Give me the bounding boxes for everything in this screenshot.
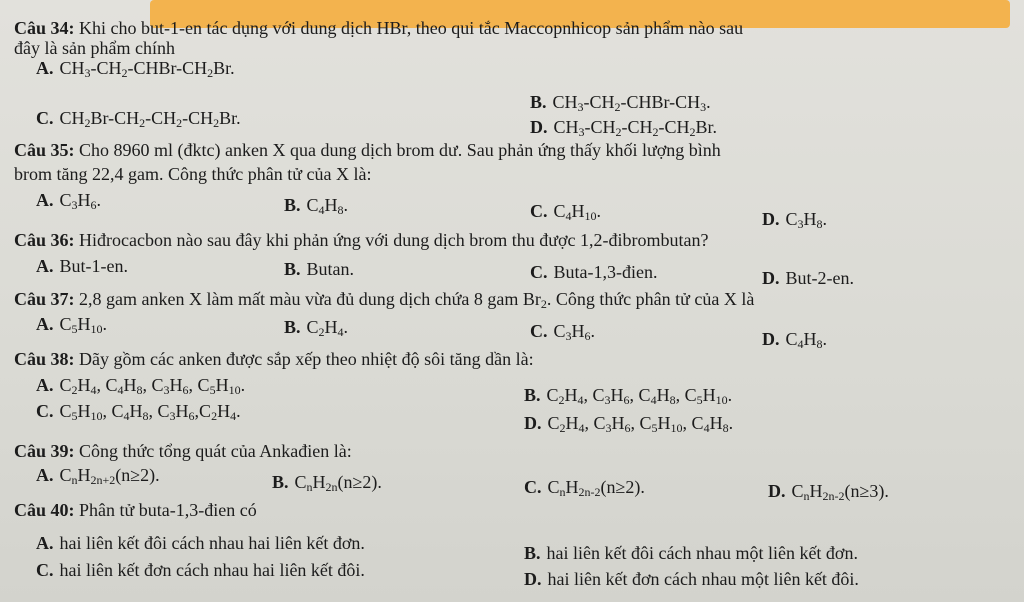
option-34-c [36,108,241,128]
option-text: $C_4H_8$. [306,195,349,217]
option-label: C. [524,477,542,497]
option-text: $CH_3-CH_2-CHBr-CH_3$. [552,92,711,114]
option-40-c [36,560,365,580]
question-text: đây là sản phẩm chính [14,38,175,58]
question-37-line-1 [14,289,754,309]
option-text: But-2-en. [785,268,854,288]
option-36-b [284,259,354,279]
option-text: hai liên kết đôi cách nhau hai liên kết đơn. [59,533,365,553]
option-text: $C_nH_{2n+2}(n\ge 2)$. [59,465,160,487]
option-37-c [530,321,595,341]
option-text: $C_2H_4$, $C_3H_6$, $C_5H_{10}$, $C_4H_8$. [547,413,734,435]
option-label: D. [524,569,542,589]
option-label: B. [524,543,541,563]
question-40-line-1 [14,500,257,520]
question-text: Công thức tổng quát của Ankađien là: [79,441,352,461]
option-label: B. [284,317,301,337]
option-text: Buta-1,3-đien. [553,262,658,282]
option-text: $C_2H_4$. [306,317,349,339]
option-35-b [284,195,348,215]
option-label: C. [530,262,548,282]
question-number: Câu 34: [14,18,75,38]
question-35-line-1 [14,140,721,160]
option-label: B. [284,259,301,279]
option-text: hai liên kết đôi cách nhau một liên kết đơn. [546,543,858,563]
option-text: $C_3H_8$. [785,209,828,231]
option-label: D. [762,329,780,349]
question-39-line-1 [14,441,352,461]
option-40-b [524,543,858,563]
option-text: $C_4H_{10}$. [553,201,602,223]
option-label: D. [762,209,780,229]
option-label: A. [36,314,54,334]
question-36-line-1 [14,230,708,250]
option-text: But-1-en. [59,256,128,276]
option-label: B. [284,195,301,215]
question-number: Câu 39: [14,441,75,461]
option-text: Butan. [306,259,355,279]
option-36-a [36,256,128,276]
option-label: A. [36,465,54,485]
question-text: Khi cho but-1-en tác dụng với dung dịch HBr, theo qui tắc Maccopnhicop sản phẩm nào sau [79,18,744,38]
option-34-a [36,58,235,78]
option-label: B. [530,92,547,112]
option-text: $C_4H_8$. [785,329,828,351]
option-39-d [768,481,889,501]
question-text: 2,8 gam anken X làm mất màu vừa đủ dung dịch chứa 8 gam $Br_2$. Công thức phân tử của X là [79,289,755,311]
option-34-b [530,92,711,112]
option-text: $CH_3-CH_2-CHBr-CH_2Br$. [59,58,235,80]
option-label: C. [36,108,54,128]
option-38-a [36,375,245,395]
option-text: $CH_2Br-CH_2-CH_2-CH_2Br$. [59,108,241,130]
option-text: $C_5H_{10}$, $C_4H_8$, $C_3H_6,C_2H_4$. [59,401,241,423]
option-text: $C_3H_6$. [553,321,596,343]
question-text: brom tăng 22,4 gam. Công thức phân tử của X là: [14,164,372,184]
question-35-line-2 [14,164,371,184]
option-label: B. [272,472,289,492]
option-label: D. [762,268,780,288]
option-34-d [530,117,717,137]
option-label: C. [36,560,54,580]
option-text: $C_nH_{2n}(n\ge 2)$. [294,472,382,494]
option-38-c [36,401,241,421]
question-34-line-1 [14,18,743,38]
option-text: hai liên kết đơn cách nhau hai liên kết đôi. [59,560,365,580]
option-39-a [36,465,160,485]
option-label: D. [530,117,548,137]
question-text: Dãy gồm các anken được sắp xếp theo nhiệt độ sôi tăng dần là: [79,349,534,369]
option-36-d [762,268,854,288]
option-39-b [272,472,382,492]
question-number: Câu 35: [14,140,75,160]
option-36-c [530,262,657,282]
option-text: $C_5H_{10}$. [59,314,108,336]
option-39-c [524,477,645,497]
option-text: $C_nH_{2n-2}(n\ge 3)$. [791,481,889,503]
option-label: D. [524,413,542,433]
option-label: C. [530,201,548,221]
option-label: C. [36,401,54,421]
question-text: Cho 8960 ml (đktc) anken X qua dung dịch brom dư. Sau phản ứng thấy khối lượng bình [79,140,721,160]
option-40-d [524,569,859,589]
option-text: $CH_3-CH_2-CH_2-CH_2Br$. [553,117,718,139]
question-number: Câu 38: [14,349,75,369]
question-number: Câu 40: [14,500,75,520]
option-38-d [524,413,733,433]
option-35-d [762,209,827,229]
option-37-a [36,314,107,334]
question-38-line-1 [14,349,534,369]
option-label: A. [36,256,54,276]
question-number: Câu 36: [14,230,75,250]
option-40-a [36,533,365,553]
option-text: $C_3H_6$. [59,190,102,212]
option-37-b [284,317,348,337]
option-text: $C_2H_4$, $C_3H_6$, $C_4H_8$, $C_5H_{10}$. [546,385,733,407]
option-label: A. [36,375,54,395]
option-label: D. [768,481,786,501]
option-label: A. [36,533,54,553]
option-label: C. [530,321,548,341]
question-34-line-2 [14,38,175,58]
option-35-a [36,190,101,210]
option-37-d [762,329,827,349]
option-text: $C_nH_{2n-2}(n\ge 2)$. [547,477,645,499]
question-number: Câu 37: [14,289,75,309]
option-label: B. [524,385,541,405]
option-35-c [530,201,601,221]
option-label: A. [36,58,54,78]
question-text: Hiđrocacbon nào sau đây khi phản ứng với dung dịch brom thu được 1,2-đibrombutan? [79,230,709,250]
option-38-b [524,385,732,405]
option-text: $C_2H_4$, $C_4H_8$, $C_3H_6$, $C_5H_{10}$. [59,375,246,397]
question-text: Phân tử buta-1,3-đien có [79,500,257,520]
option-label: A. [36,190,54,210]
option-text: hai liên kết đơn cách nhau một liên kết đôi. [547,569,859,589]
